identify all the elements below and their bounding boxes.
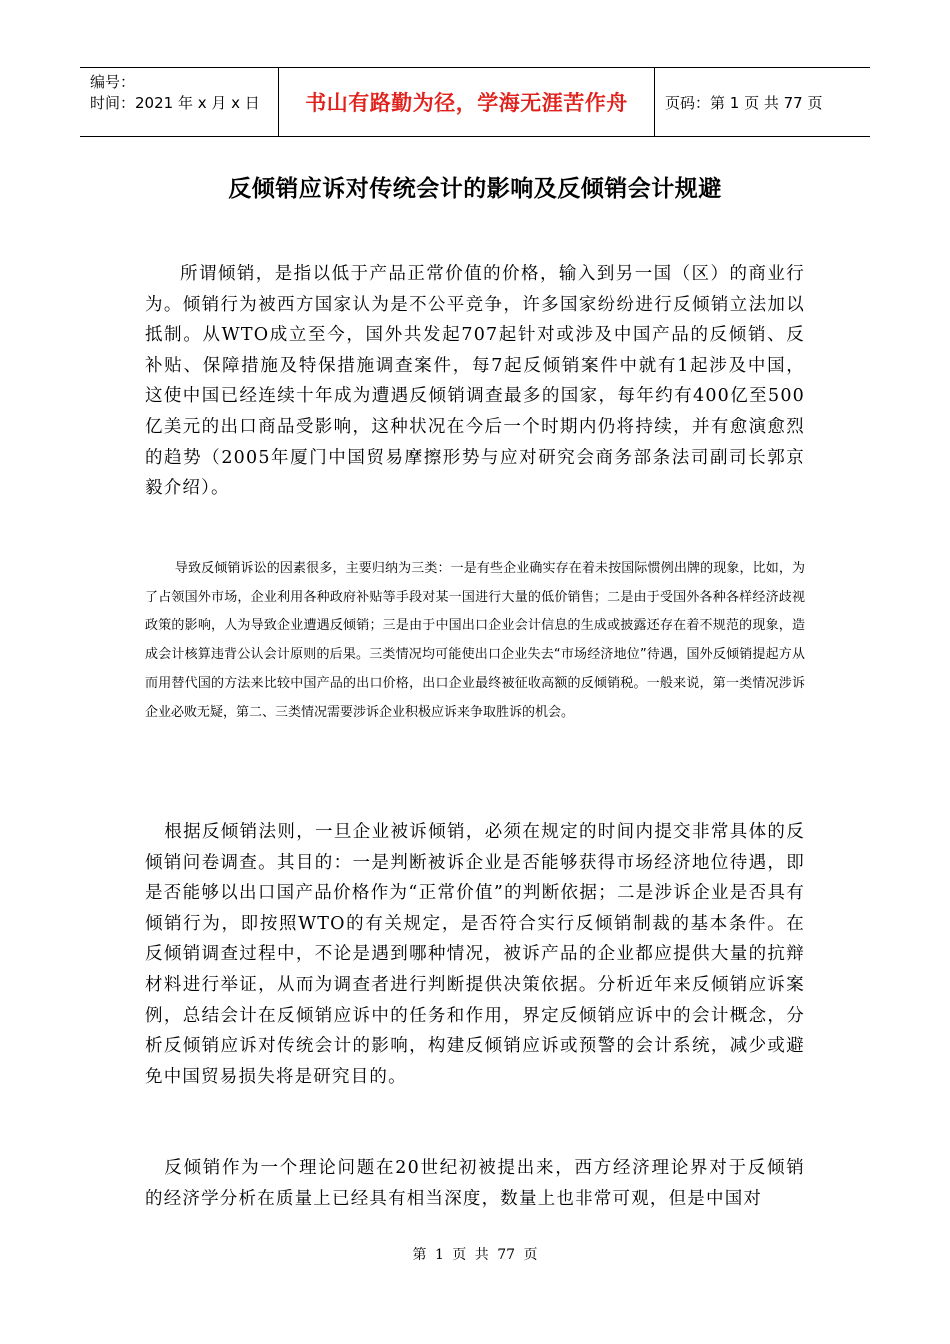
- document-number-label: 编号：: [90, 73, 136, 91]
- paragraph-theory: 反倾销作为一个理论问题在20世纪初被提出来，西方经济理论界对于反倾销的经济学分析在质量上已经具有相当深度，数量上也非常可观，但是中国对: [145, 1158, 805, 1209]
- paragraph-purpose: 根据反倾销法则，一旦企业被诉倾销，必须在规定的时间内提交非常具体的反倾销问卷调查。其目的：一是判断被诉企业是否能够获得市场经济地位待遇，即是否能够以出口国产品价格作为“正常价值”的判断依据；二是涉诉企业是否具有倾销行为，即按照WTO的有关规定，是否符合实行反倾销制裁的基本条件。在反倾销调查过程中，不论是遇到哪种情况，被诉产品的企业都应提供大量的抗辩材料进行举证，从而为调查者进行判断提供决策依据。分析近年来反倾销应诉案例，总结会计在反倾销应诉中的任务和作用，界定反倾销应诉中的会计概念，分析反倾销应诉对传统会计的影响，构建反倾销应诉或预警的会计系统，减少或避免中国贸易损失将是研究目的。: [145, 822, 805, 1087]
- document-date-label: 时间：2021 年 x 月 x 日: [90, 94, 260, 112]
- page-footer: 第 1 页 共 77 页: [412, 1247, 538, 1263]
- document-title: 反倾销应诉对传统会计的影响及反倾销会计规避: [228, 176, 722, 202]
- header-meta-cell: [80, 68, 279, 136]
- header-page-info: 页码：第 1 页 共 77 页: [665, 93, 823, 112]
- paragraph-intro: 所谓倾销，是指以低于产品正常价值的价格，输入到另一国（区）的商业行为。倾销行为被西方国家认为是不公平竞争，许多国家纷纷进行反倾销立法加以抵制。从WTO成立至今，国外共发起707起针对或涉及中国产品的反倾销、反补贴、保障措施及特保措施调查案件，每7起反倾销案件中就有1起涉及中国，这使中国已经连续十年成为遭遇反倾销调查最多的国家，每年约有400亿至500亿美元的出口商品受影响，这种状况在今后一个时期内仍将持续，并有愈演愈烈的趋势（2005年厦门中国贸易摩擦形势与应对研究会商务部条法司副司长郭京毅介绍）。: [145, 264, 805, 499]
- header-table: [80, 67, 870, 137]
- paragraph-causes: 导致反倾销诉讼的因素很多，主要归纳为三类：一是有些企业确实存在着未按国际惯例出牌的现象，比如，为了占领国外市场，企业利用各种政府补贴等手段对某一国进行大量的低价销售；二是由于受国外各种各样经济歧视政策的影响，人为导致企业遭遇反倾销；三是由于中国出口企业会计信息的生成或披露还存在着不规范的现象，造成会计核算违背公认会计原则的后果。三类情况均可能使出口企业失去“市场经济地位”待遇，国外反倾销提起方从而用替代国的方法来比较中国产品的出口价格，出口企业最终被征收高额的反倾销税。一般来说，第一类情况涉诉企业必败无疑，第二、三类情况需要涉诉企业积极应诉来争取胜诉的机会。: [145, 561, 805, 720]
- header-motto: 书山有路勤为径，学海无涯苦作舟: [279, 68, 655, 136]
